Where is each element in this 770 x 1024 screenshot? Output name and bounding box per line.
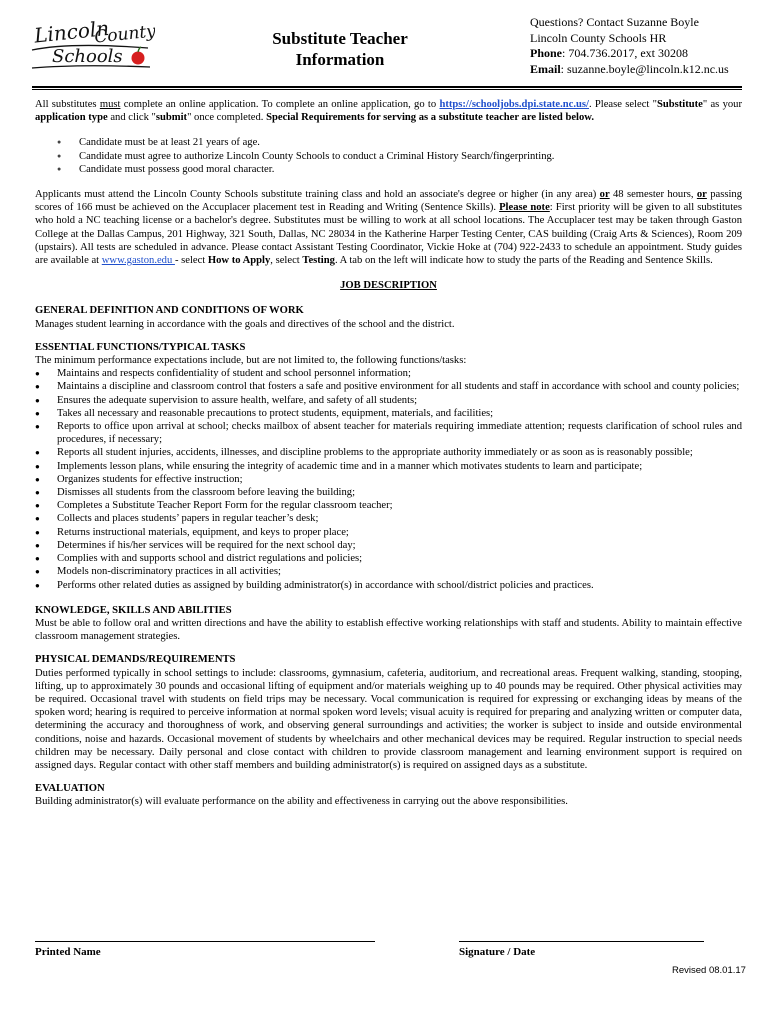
svg-text:County: County	[93, 21, 155, 48]
list-item: ● Performs other related duties as assigned by building administrator(s) in accordance with school/district policies and practices.	[35, 579, 742, 592]
phone-label: Phone	[530, 46, 563, 60]
essential-heading: ESSENTIAL FUNCTIONS/TYPICAL TASKS	[35, 341, 246, 353]
intro-text: complete an online application. To complete an online application, go to	[120, 99, 440, 110]
email-label: Email	[530, 61, 561, 76]
essential-intro: The minimum performance expectations include, but are not limited to, the following functions/tasks:	[35, 355, 467, 367]
contact-email	[530, 62, 729, 78]
list-item: ● Maintains and respects confidentiality of student and school personnel information;	[35, 367, 742, 380]
intro-special-requirements: Special Requirements for serving as a substitute teacher are listed below.	[266, 112, 595, 124]
intro-text: " as your	[702, 99, 742, 110]
intro-submit: submit	[155, 112, 188, 124]
contact-phone	[530, 46, 729, 62]
list-item: ● Maintains a discipline and classroom control that fosters a safe and positive environment for all students and staff in accordance with school and county policies;	[35, 380, 742, 393]
list-item: ● Reports to office upon arrival at school; checks mailbox of absent teacher for materials requiring immediate attention; requests clarification of school rules and procedures, if necessary;	[35, 420, 742, 446]
list-item: ● Dismisses all students from the classroom before leaving the building;	[35, 486, 742, 499]
applicants-text: - select	[174, 255, 208, 267]
gaston-link[interactable]: www.gaston.edu	[101, 255, 175, 267]
applicants-testing: Testing	[302, 255, 335, 267]
contact-line-2: Lincoln County Schools HR	[530, 30, 667, 45]
list-item: ● Complies with and supports school and district regulations and policies;	[35, 552, 742, 565]
applicants-text: : First priority will be given to all substitutes who hold a NC teaching license or a bachelor's degree. Substitutes must be willing to work at all school locations. The Accuplacer test may be taken through Gaston College at the Dallas Campus, 201 Highway, 321 South, Dallas, NC 28034 in the Katherine Harper Testing Center, CAS building (Craig Arts & Sciences), Room 209 (upstairs). All tests are scheduled in advance. Please contact Assistant Testing Coordinator, Vickie Hoke at (704) 922-2433 to schedule an appointment. Study guides are available at	[35, 202, 742, 267]
intro-text: All substitutes	[35, 99, 100, 110]
knowledge-heading: KNOWLEDGE, SKILLS AND ABILITIES	[35, 604, 232, 616]
header-divider	[32, 86, 742, 88]
list-item: ● Models non-discriminatory practices in all activities;	[35, 565, 742, 578]
svg-text:Schools: Schools	[52, 46, 123, 67]
printed-name-line[interactable]	[35, 941, 375, 942]
list-item: ● Completes a Substitute Teacher Report Form for the regular classroom teacher;	[35, 499, 742, 512]
svg-text:Lincoln: Lincoln	[32, 15, 111, 48]
general-heading: GENERAL DEFINITION AND CONDITIONS OF WORK	[35, 305, 304, 317]
email-value: : suzanne.boyle@lincoln.k12.nc.us	[560, 61, 729, 76]
lincoln-county-schools-logo	[30, 12, 155, 74]
intro-substitute: Substitute	[656, 99, 703, 110]
applicants-or: or	[696, 189, 707, 201]
applicants-paragraph	[35, 188, 742, 267]
header-divider-thin	[32, 89, 742, 90]
title-line-1: Substitute Teacher	[272, 29, 408, 48]
applicants-text: , select	[270, 255, 303, 267]
applicants-text: Applicants must attend the Lincoln County Schools substitute training class and hold an associate's degree or higher (in any area)	[35, 189, 600, 201]
intro-text: . Please select "	[588, 99, 657, 110]
list-item: ● Ensures the adequate supervision to assure health, welfare, and safety of all students;	[35, 394, 742, 407]
application-link[interactable]: https://schooljobs.dpi.state.nc.us/	[439, 99, 589, 110]
contact-line-1: Questions? Contact Suzanne Boyle	[530, 15, 699, 29]
list-item: ● Takes all necessary and reasonable precautions to protect students, equipment, materials, and facilities;	[35, 407, 742, 420]
signature-date-label: Signature / Date	[459, 946, 536, 958]
applicants-how-to-apply: How to Apply	[207, 255, 271, 267]
physical-text: Duties performed typically in school settings to include: classrooms, gymnasium, cafeteria, auditorium, and recreational areas. Frequent walking, standing, stooping, lifting, up to approximately 30 pounds and occasional lifting of equipment and/or materials weighing up to 40 pounds may be required. Other physical activities may be required. Occasional travel with students on field trips may be necessary. Vocal communication is required for expressing or exchanging ideas by means of the spoken word; hearing is required to perceive information at normal spoken word levels; visual acuity is required for preparing and analyzing written or computer data, determining the accuracy and thoroughness of work, and observing general surroundings and activities; the worker is subject to inside and outside environmental conditions, noise and hazards. Occasional movement of students by wheelchairs and other mechanical devices may be required. Regular instruction to special needs children may be necessary. Daily personal and close contact with children to provide classroom management and learning environment support is required on assigned days. Regular contact with other staff members and building administrator(s) is required on assigned days as a substitute.	[35, 667, 742, 771]
printed-name-label: Printed Name	[35, 946, 101, 958]
title-line-2: Information	[295, 50, 385, 69]
evaluation-text: Building administrator(s) will evaluate performance on the ability and effectiveness in carrying out the above responsibilities.	[35, 796, 568, 808]
list-item: ● Candidate must agree to authorize Lincoln County Schools to conduct a Criminal History Search/fingerprinting.	[35, 150, 742, 163]
list-item: ● Determines if his/her services will be required for the next school day;	[35, 539, 742, 552]
signature-date-line[interactable]	[459, 941, 704, 942]
intro-application-type: application type	[35, 112, 108, 124]
revised-date: Revised 08.01.17	[672, 965, 746, 976]
contact-block	[530, 15, 729, 77]
applicants-text: 48 semester hours,	[609, 189, 697, 201]
requirements-list	[35, 136, 742, 176]
list-item: ● Organizes students for effective instruction;	[35, 473, 742, 486]
list-item: ● Returns instructional materials, equipment, and keys to proper place;	[35, 526, 742, 539]
intro-paragraph	[35, 98, 742, 124]
applicants-or: or	[599, 189, 610, 201]
tasks-list	[35, 367, 742, 591]
intro-text: " once completed.	[187, 112, 267, 124]
intro-text: and click "	[107, 112, 156, 124]
knowledge-text: Must be able to follow oral and written directions and have the ability to establish effective working relationships with staff and students. Ability to maintain effective classroom management strategies.	[35, 617, 742, 643]
applicants-text: . A tab on the left will indicate how to study the parts of the Reading and Sentence Skills.	[334, 255, 713, 267]
intro-must: must	[99, 99, 121, 110]
general-text: Manages student learning in accordance with the goals and directives of the school and the district.	[35, 318, 455, 330]
list-item: ● Collects and places students’ papers in regular teacher’s desk;	[35, 512, 742, 525]
list-item: ● Reports all student injuries, accidents, illnesses, and discipline problems to the appropriate authority immediately or as soon as is reasonably possible;	[35, 446, 742, 459]
phone-value: : 704.736.2017, ext 30208	[562, 46, 689, 60]
list-item: ● Candidate must possess good moral character.	[35, 163, 742, 176]
job-description-heading: JOB DESCRIPTION	[340, 280, 437, 292]
list-item: ● Candidate must be at least 21 years of age.	[35, 136, 742, 149]
list-item: ● Implements lesson plans, while ensuring the integrity of academic time and in a manner which motivates students to learn and participate;	[35, 460, 742, 473]
page-title	[250, 28, 430, 70]
applicants-please-note: Please note	[499, 202, 550, 214]
physical-heading: PHYSICAL DEMANDS/REQUIREMENTS	[35, 654, 236, 666]
applicants-text: passing scores of 166 must be achieved on the Accuplacer placement test in Reading and Writing (Sentence Skills).	[35, 189, 742, 214]
evaluation-heading: EVALUATION	[35, 783, 105, 795]
document-body	[35, 98, 742, 809]
